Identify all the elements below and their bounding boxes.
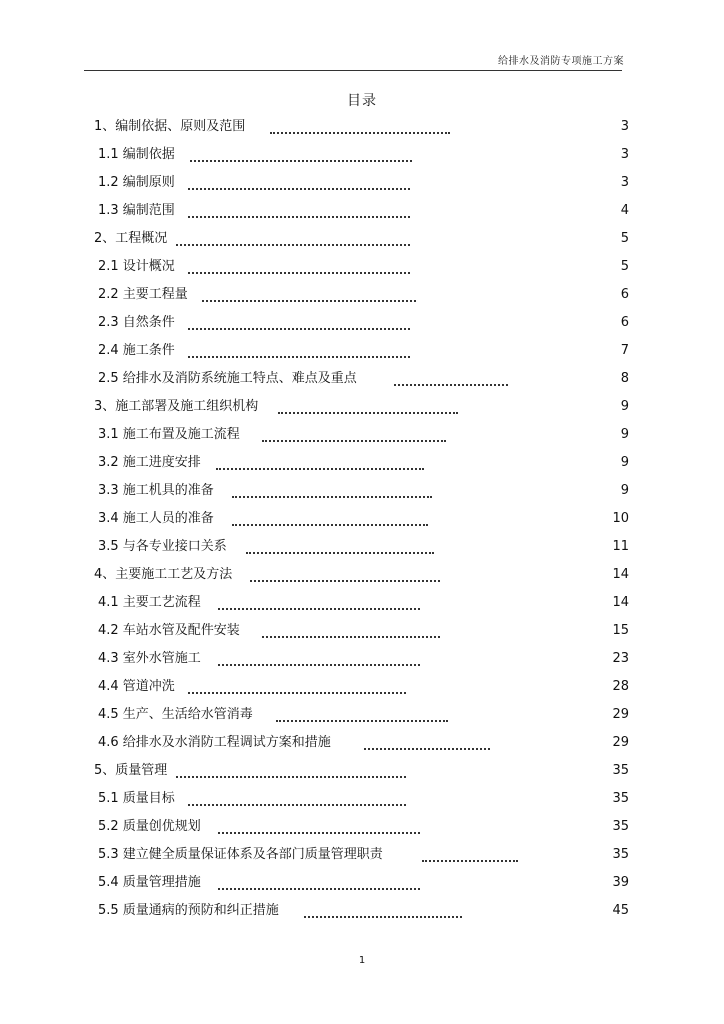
- toc-entry-label: 1、编制依据、原则及范围: [94, 119, 246, 134]
- dot-leader: [250, 578, 440, 582]
- dot-leader: [232, 522, 428, 526]
- toc-entry-page: 3: [620, 175, 629, 190]
- toc-entry[interactable]: [0, 561, 724, 589]
- toc-entry-page: 7: [620, 343, 629, 358]
- toc-entry-page: 4: [620, 203, 629, 218]
- toc-entry-page: 23: [612, 651, 629, 666]
- toc-entry[interactable]: [0, 645, 724, 673]
- toc-entry-label: 3、施工部署及施工组织机构: [94, 399, 259, 414]
- dot-leader: [218, 886, 420, 890]
- toc-entry[interactable]: [0, 449, 724, 477]
- dot-leader: [188, 326, 410, 330]
- toc-entry[interactable]: [0, 729, 724, 757]
- toc-entry[interactable]: [0, 869, 724, 897]
- toc-entry-page: 6: [620, 315, 629, 330]
- toc-entry-label: 2.1 设计概况: [98, 259, 175, 274]
- toc-entry[interactable]: [0, 169, 724, 197]
- toc-entry-page: 28: [612, 679, 629, 694]
- toc-entry-label: 3.1 施工布置及施工流程: [98, 427, 240, 442]
- dot-leader: [216, 466, 424, 470]
- toc-entry[interactable]: [0, 281, 724, 309]
- toc-entry[interactable]: [0, 841, 724, 869]
- toc-entry-label: 3.4 施工人员的准备: [98, 511, 214, 526]
- toc-entry-page: 15: [612, 623, 629, 638]
- table-of-contents: [0, 113, 724, 925]
- toc-entry[interactable]: [0, 421, 724, 449]
- toc-entry-page: 9: [620, 399, 629, 414]
- toc-entry[interactable]: [0, 785, 724, 813]
- header-rule: [84, 70, 622, 71]
- toc-entry-label: 2.2 主要工程量: [98, 287, 188, 302]
- toc-entry-page: 14: [612, 567, 629, 582]
- dot-leader: [262, 438, 446, 442]
- toc-entry-label: 1.1 编制依据: [98, 147, 175, 162]
- toc-entry-label: 5、质量管理: [94, 763, 168, 778]
- dot-leader: [188, 354, 410, 358]
- toc-entry-page: 3: [620, 119, 629, 134]
- toc-entry-page: 29: [612, 735, 629, 750]
- toc-entry-page: 8: [620, 371, 629, 386]
- dot-leader: [176, 774, 406, 778]
- dot-leader: [218, 606, 420, 610]
- toc-entry-label: 1.3 编制范围: [98, 203, 175, 218]
- toc-entry-page: 3: [620, 147, 629, 162]
- running-header-title: 给排水及消防专项施工方案: [498, 56, 624, 67]
- toc-entry-label: 2.5 给排水及消防系统施工特点、难点及重点: [98, 371, 357, 386]
- dot-leader: [278, 410, 458, 414]
- dot-leader: [188, 214, 410, 218]
- toc-entry[interactable]: [0, 393, 724, 421]
- toc-entry-page: 39: [612, 875, 629, 890]
- toc-entry[interactable]: [0, 197, 724, 225]
- toc-entry-page: 11: [612, 539, 629, 554]
- toc-entry-label: 3.2 施工进度安排: [98, 455, 201, 470]
- dot-leader: [422, 858, 518, 862]
- toc-entry-page: 35: [612, 791, 629, 806]
- toc-entry-label: 5.4 质量管理措施: [98, 875, 201, 890]
- toc-entry-label: 4.6 给排水及水消防工程调试方案和措施: [98, 735, 331, 750]
- toc-entry[interactable]: [0, 813, 724, 841]
- toc-entry-page: 45: [612, 903, 629, 918]
- toc-entry[interactable]: [0, 897, 724, 925]
- toc-entry-label: 1.2 编制原则: [98, 175, 175, 190]
- toc-entry[interactable]: [0, 365, 724, 393]
- toc-entry-page: 9: [620, 455, 629, 470]
- dot-leader: [218, 830, 420, 834]
- toc-entry[interactable]: [0, 701, 724, 729]
- toc-entry-label: 3.3 施工机具的准备: [98, 483, 214, 498]
- toc-entry-page: 29: [612, 707, 629, 722]
- dot-leader: [270, 130, 450, 134]
- toc-entry-label: 4.1 主要工艺流程: [98, 595, 201, 610]
- dot-leader: [188, 186, 410, 190]
- page-number: 1: [358, 955, 366, 966]
- dot-leader: [276, 718, 448, 722]
- dot-leader: [246, 550, 434, 554]
- toc-entry-page: 35: [612, 819, 629, 834]
- toc-entry[interactable]: [0, 113, 724, 141]
- toc-entry-label: 4、主要施工工艺及方法: [94, 567, 233, 582]
- dot-leader: [188, 690, 406, 694]
- toc-entry[interactable]: [0, 617, 724, 645]
- toc-entry[interactable]: [0, 589, 724, 617]
- toc-entry-page: 9: [620, 483, 629, 498]
- dot-leader: [218, 662, 420, 666]
- toc-entry-page: 5: [620, 231, 629, 246]
- dot-leader: [202, 298, 416, 302]
- toc-entry-page: 14: [612, 595, 629, 610]
- dot-leader: [188, 802, 406, 806]
- toc-entry[interactable]: [0, 757, 724, 785]
- toc-entry[interactable]: [0, 673, 724, 701]
- toc-entry-label: 3.5 与各专业接口关系: [98, 539, 227, 554]
- toc-entry[interactable]: [0, 141, 724, 169]
- toc-entry-label: 5.1 质量目标: [98, 791, 175, 806]
- toc-entry-label: 5.3 建立健全质量保证体系及各部门质量管理职责: [98, 847, 383, 862]
- toc-entry-label: 5.2 质量创优规划: [98, 819, 201, 834]
- dot-leader: [188, 270, 410, 274]
- toc-entry-page: 35: [612, 847, 629, 862]
- toc-entry-page: 9: [620, 427, 629, 442]
- toc-entry[interactable]: [0, 225, 724, 253]
- toc-entry-page: 6: [620, 287, 629, 302]
- dot-leader: [394, 382, 508, 386]
- toc-entry-page: 5: [620, 259, 629, 274]
- toc-entry-label: 4.4 管道冲洗: [98, 679, 175, 694]
- dot-leader: [232, 494, 432, 498]
- toc-entry[interactable]: [0, 253, 724, 281]
- toc-entry[interactable]: [0, 505, 724, 533]
- dot-leader: [262, 634, 440, 638]
- toc-entry-label: 2、工程概况: [94, 231, 168, 246]
- toc-entry-label: 5.5 质量通病的预防和纠正措施: [98, 903, 279, 918]
- dot-leader: [190, 158, 412, 162]
- dot-leader: [176, 242, 410, 246]
- toc-entry-label: 4.3 室外水管施工: [98, 651, 201, 666]
- toc-entry[interactable]: [0, 477, 724, 505]
- toc-entry-label: 2.3 自然条件: [98, 315, 175, 330]
- toc-entry-label: 4.5 生产、生活给水管消毒: [98, 707, 253, 722]
- toc-entry-label: 4.2 车站水管及配件安装: [98, 623, 240, 638]
- toc-entry[interactable]: [0, 337, 724, 365]
- toc-entry-page: 35: [612, 763, 629, 778]
- toc-title: 目录: [347, 93, 377, 109]
- dot-leader: [364, 746, 490, 750]
- toc-entry-label: 2.4 施工条件: [98, 343, 175, 358]
- toc-entry[interactable]: [0, 533, 724, 561]
- dot-leader: [304, 914, 462, 918]
- toc-entry[interactable]: [0, 309, 724, 337]
- toc-entry-page: 10: [612, 511, 629, 526]
